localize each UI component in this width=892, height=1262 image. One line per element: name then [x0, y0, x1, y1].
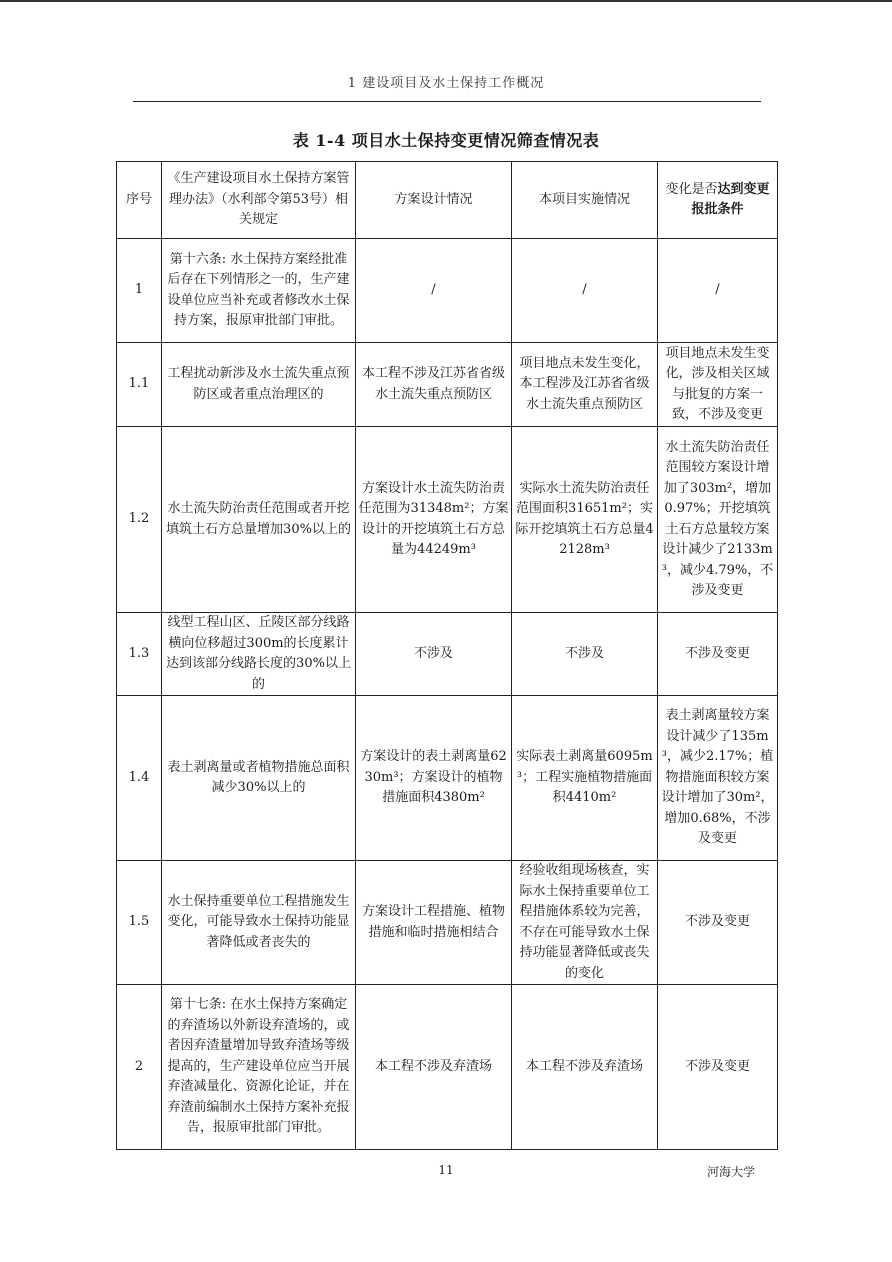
cell-regulation: 第十六条: 水土保持方案经批准后存在下列情形之一的，生产建设单位应当补充或者修改水土保持方案，报原审批部门审批。 [162, 239, 356, 343]
cell-design: 方案设计水土流失防治责任范围为31348m²；方案设计的开挖填筑土石方总量为44249m³ [356, 427, 512, 613]
header-no: 序号 [117, 162, 162, 239]
cell-design: 本工程不涉及江苏省省级水土流失重点预防区 [356, 343, 512, 427]
cell-design: 方案设计工程措施、植物措施和临时措施相结合 [356, 861, 512, 985]
cell-design: 不涉及 [356, 613, 512, 696]
change-screening-table [116, 161, 778, 1150]
table-row [117, 239, 778, 343]
cell-regulation: 线型工程山区、丘陵区部分线路横向位移超过300m的长度累计达到该部分线路长度的30%以上的 [162, 613, 356, 696]
cell-design: / [356, 239, 512, 343]
header-divider [133, 101, 761, 102]
table-row [117, 343, 778, 427]
cell-no: 1.5 [117, 861, 162, 985]
cell-no: 2 [117, 985, 162, 1150]
cell-regulation: 水土流失防治责任范围或者开挖填筑土石方总量增加30%以上的 [162, 427, 356, 613]
cell-change: 不涉及变更 [658, 613, 778, 696]
cell-implementation: 经验收组现场核查，实际水土保持重要单位工程措施体系较为完善，不存在可能导致水土保持功能显著降低或丧失的变化 [512, 861, 658, 985]
cell-regulation: 水土保持重要单位工程措施发生变化，可能导致水土保持功能显著降低或者丧失的 [162, 861, 356, 985]
header-design: 方案设计情况 [356, 162, 512, 239]
cell-no: 1.3 [117, 613, 162, 696]
cell-implementation: / [512, 239, 658, 343]
table-title: 表 1-4 项目水土保持变更情况筛查情况表 [292, 131, 600, 150]
table-header-row [117, 162, 778, 239]
cell-no: 1 [117, 239, 162, 343]
table-row [117, 613, 778, 696]
page-number: 11 [438, 1163, 454, 1177]
cell-implementation: 本工程不涉及弃渣场 [512, 985, 658, 1150]
cell-design: 本工程不涉及弃渣场 [356, 985, 512, 1150]
cell-no: 1.4 [117, 696, 162, 861]
cell-regulation: 表土剥离量或者植物措施总面积减少30%以上的 [162, 696, 356, 861]
cell-change: 不涉及变更 [658, 861, 778, 985]
top-border [0, 0, 892, 2]
cell-change: 表土剥离量较方案设计减少了135m³，减少2.17%；植物措施面积较方案设计增加了30m²，增加0.68%，不涉及变更 [658, 696, 778, 861]
header-change [658, 162, 778, 239]
header-change-prefix: 变化是否 [665, 181, 718, 197]
cell-design: 方案设计的表土剥离量6230m³；方案设计的植物措施面积4380m² [356, 696, 512, 861]
cell-change: 不涉及变更 [658, 985, 778, 1150]
footer-organization: 河海大学 [707, 1165, 756, 1179]
cell-change: 项目地点未发生变化，涉及相关区域与批复的方案一致，不涉及变更 [658, 343, 778, 427]
cell-regulation: 工程扰动新涉及水土流失重点预防区或者重点治理区的 [162, 343, 356, 427]
header-implementation: 本项目实施情况 [512, 162, 658, 239]
cell-no: 1.1 [117, 343, 162, 427]
cell-no: 1.2 [117, 427, 162, 613]
running-header: 1 建设项目及水土保持工作概况 [347, 76, 545, 91]
table-row [117, 985, 778, 1150]
cell-implementation: 项目地点未发生变化，本工程涉及江苏省省级水土流失重点预防区 [512, 343, 658, 427]
table-row [117, 427, 778, 613]
header-regulation: 《生产建设项目水土保持方案管理办法》（水利部令第53号）相关规定 [162, 162, 356, 239]
cell-implementation: 实际水土流失防治责任范围面积31651m²；实际开挖填筑土石方总量42128m³ [512, 427, 658, 613]
cell-change: 水土流失防治责任范围较方案设计增加了303m²，增加0.97%；开挖填筑土石方总量较方案设计减少了2133m³，减少4.79%，不涉及变更 [658, 427, 778, 613]
table-row [117, 696, 778, 861]
cell-implementation: 实际表土剥离量6095m³；工程实施植物措施面积4410m² [512, 696, 658, 861]
cell-regulation: 第十七条: 在水土保持方案确定的弃渣场以外新设弃渣场的，或者因弃渣量增加导致弃渣场等级提高的，生产建设单位应当开展弃渣减量化、资源化论证，并在弃渣前编制水土保持方案补充报告，报原审批部门审批。 [162, 985, 356, 1150]
cell-implementation: 不涉及 [512, 613, 658, 696]
header-change-emphasis: 达到变更报批条件 [691, 181, 770, 217]
cell-change: / [658, 239, 778, 343]
table-row [117, 861, 778, 985]
